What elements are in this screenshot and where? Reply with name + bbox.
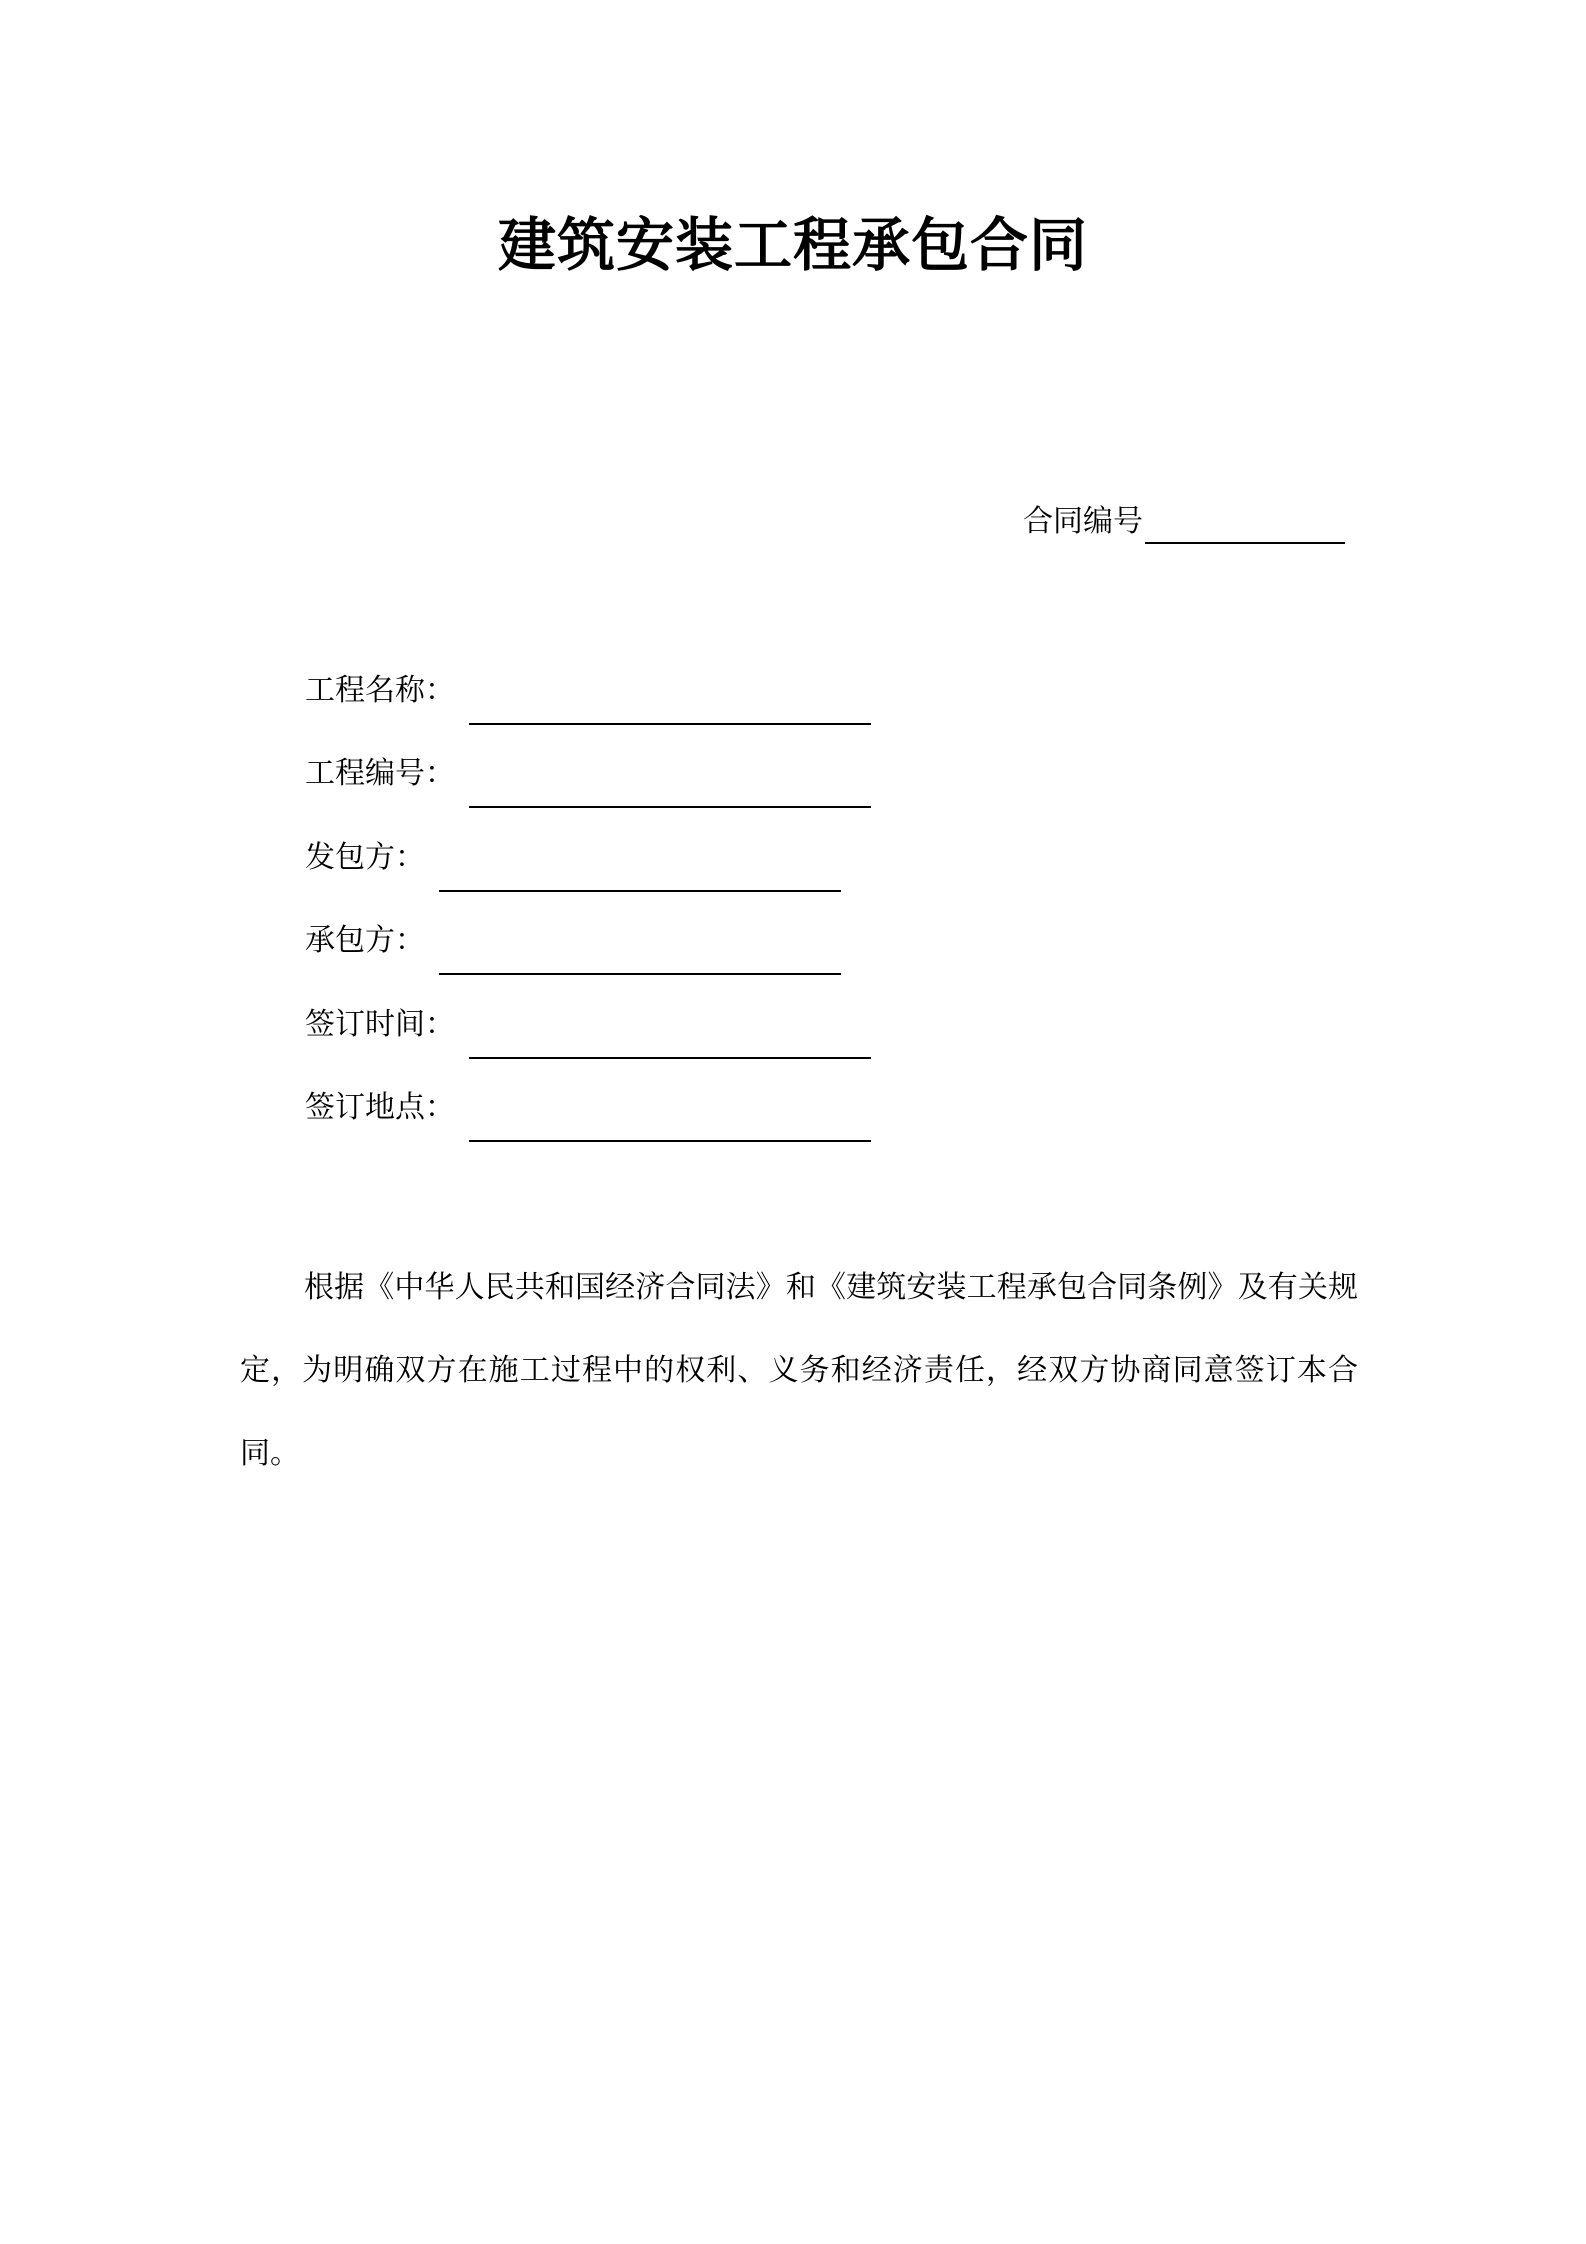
- contract-number-label: 合同编号: [1023, 504, 1143, 539]
- field-row-signing-place: [305, 1086, 871, 1130]
- field-blank-contractor[interactable]: [439, 935, 841, 975]
- document-title: 建筑安装工程承包合同: [497, 211, 1088, 279]
- field-label-project-number: 工程编号：: [305, 756, 455, 791]
- field-blank-employer[interactable]: [439, 852, 841, 892]
- field-row-project-number: [305, 752, 871, 796]
- field-label-contractor: 承包方：: [305, 923, 425, 958]
- field-row-project-name: [305, 669, 871, 713]
- field-row-signing-time: [305, 1003, 871, 1047]
- field-blank-signing-place[interactable]: [469, 1102, 871, 1142]
- field-row-employer: [305, 836, 841, 880]
- field-label-project-name: 工程名称：: [305, 673, 455, 708]
- field-label-signing-place: 签订地点：: [305, 1090, 455, 1125]
- field-row-contractor: [305, 919, 841, 963]
- intro-paragraph: 根据《中华人民共和国经济合同法》和《建筑安装工程承包合同条例》及有关规定，为明确双方在施工过程中的权利、义务和经济责任，经双方协商同意签订本合同。: [240, 1270, 1358, 1471]
- field-label-employer: 发包方：: [305, 840, 425, 875]
- field-blank-signing-time[interactable]: [469, 1019, 871, 1059]
- field-blank-project-number[interactable]: [469, 768, 871, 808]
- field-label-signing-time: 签订时间：: [305, 1007, 455, 1042]
- contract-number-blank[interactable]: [1145, 502, 1345, 544]
- field-blank-project-name[interactable]: [469, 685, 871, 725]
- contract-number-row: [1023, 500, 1345, 544]
